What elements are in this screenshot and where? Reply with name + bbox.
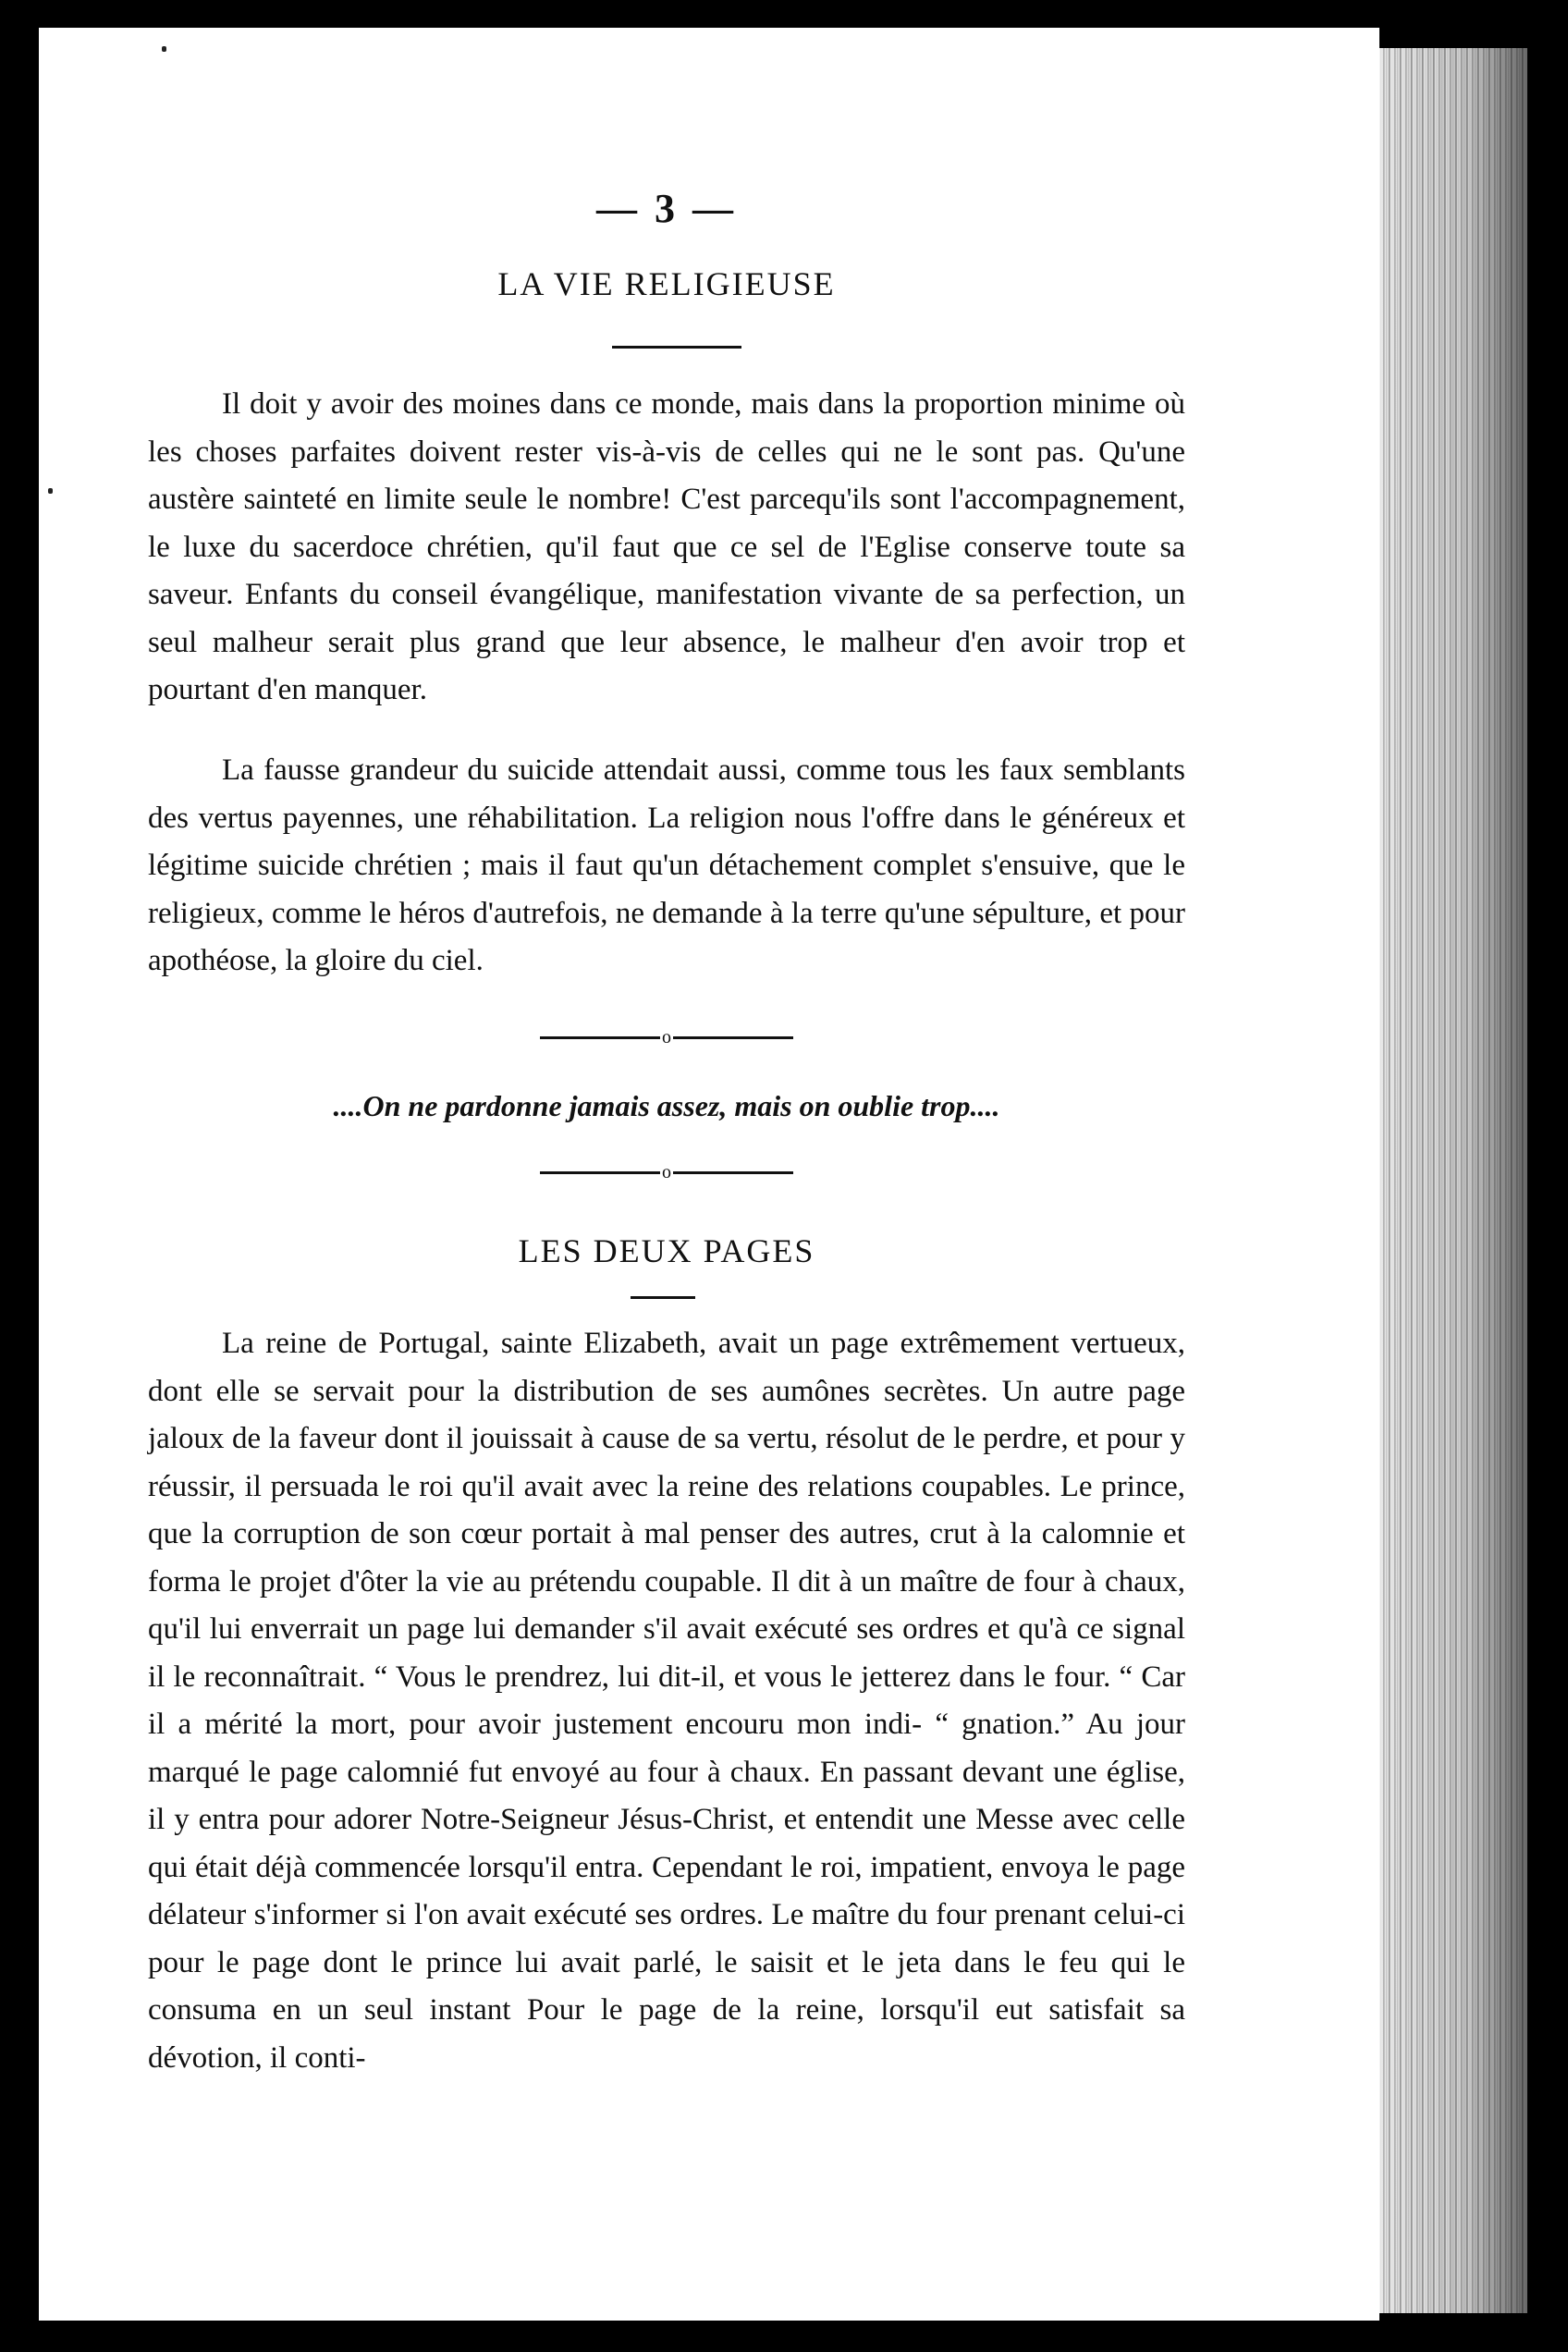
paragraph-suicide: La fausse grandeur du suicide attendait aussi, comme tous les faux semblants des vertus payennes, une réhabilitation. La religion nous l'offre dans le généreux et légitime suicide chrétien ; mais il faut qu'un détachement complet s'ensuive, que le religieux, comme le héros d'autrefois, ne demande à la terre qu'une sépulture, et pour apothéose, la gloire du ciel. [148,753,1185,977]
page-number: — 3 — [596,186,737,231]
title-rule [631,1296,695,1299]
separator-line [673,1171,793,1174]
text-block [148,28,1185,2321]
separator-ornament [148,1028,1185,1047]
ink-speck [48,488,53,494]
separator-circle: o [662,1162,671,1182]
separator-line [673,1036,793,1039]
paragraph-moines: Il doit y avoir des moines dans ce monde, mais dans la proportion minime où les choses parfaites doivent rester vis-à-vis de celles qui ne le sont pas. Qu'une austère sainteté en limite seule le nombre! C'est parcequ'ils sont l'accompagnement, le luxe du sacerdoce chrétien, qu'il faut que ce sel de l'Eglise conserve toute sa saveur. Enfants du conseil évangélique, manifestation vivante de sa perfection, un seul malheur serait plus grand que leur absence, le malheur d'en avoir trop et pourtant d'en manquer. [148,387,1185,706]
separator-circle: o [662,1027,671,1047]
maxim-line: ....On ne pardonne jamais assez, mais on oublie trop.... [333,1089,1000,1122]
separator-ornament [148,1163,1185,1182]
book-page [39,28,1379,2321]
separator-line [540,1171,660,1174]
title-rule [612,346,741,349]
page-edges-shadow [1379,48,1527,2313]
section-title-la-vie-religieuse: LA VIE RELIGIEUSE [497,265,836,302]
section-title-les-deux-pages: LES DEUX PAGES [518,1232,815,1269]
separator-line [540,1036,660,1039]
paragraph-deux-pages: La reine de Portugal, sainte Elizabeth, avait un page extrêmement vertueux, dont elle se servait pour la distribution de ses aumônes secrètes. Un autre page jaloux de la faveur dont il jouissait à cause de sa vertu, résolut de le perdre, et pour y réussir, il persuada le roi qu'il avait avec la reine des relations coupables. Le prince, que la corruption de son cœur portait à mal penser des autres, crut à la calomnie et forma le projet d'ôter la vie au prétendu coupable. Il dit à un maître de four à chaux, qu'il lui enverrait un page lui demander s'il avait exécuté ses ordres et qu'à ce signal il le reconnaîtrait. “ Vous le prendrez, lui dit-il, et vous le jetterez dans le four. “ Car il a mérité la mort, pour avoir justement encouru mon indi- “ gnation.” Au jour marqué le page calomnié fut envoyé au four à chaux. En passant devant une église, il y entra pour adorer Notre-Seigneur Jésus-Christ, et entendit une Messe avec celle qui était déjà commencée lorsqu'il entra. Cependant le roi, impatient, envoya le page délateur s'informer si l'on avait exécuté ses ordres. Le maître du four prenant celui-ci pour le page dont le prince lui avait parlé, le saisit et le jeta dans le feu qui le consuma en un seul instant Pour le page de la reine, lorsqu'il eut satisfait sa dévotion, il conti- [148,1327,1185,2075]
